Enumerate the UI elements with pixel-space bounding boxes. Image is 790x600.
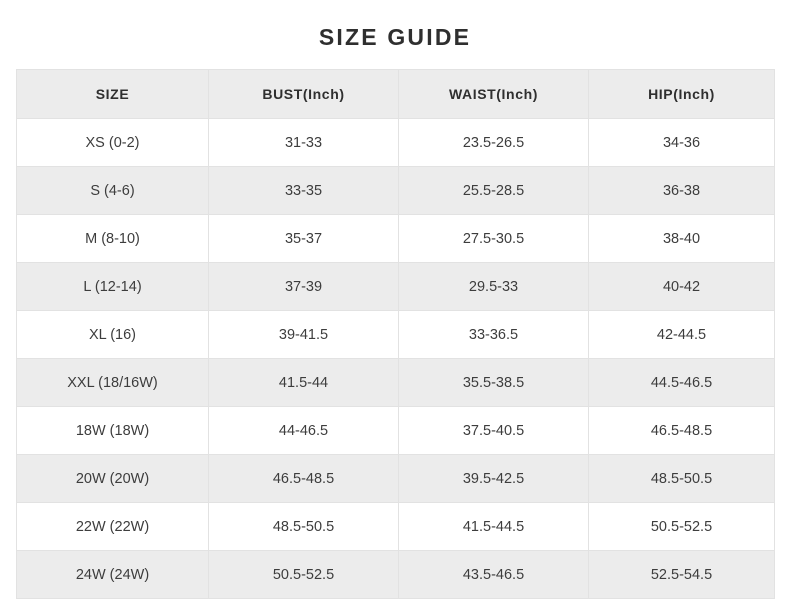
cell-bust: 50.5-52.5 bbox=[209, 551, 399, 599]
cell-waist: 29.5-33 bbox=[399, 263, 589, 311]
cell-hip: 34-36 bbox=[589, 119, 775, 167]
table-row bbox=[17, 455, 775, 503]
cell-hip: 42-44.5 bbox=[589, 311, 775, 359]
table-row bbox=[17, 551, 775, 599]
cell-hip: 36-38 bbox=[589, 167, 775, 215]
table-row bbox=[17, 263, 775, 311]
cell-bust: 44-46.5 bbox=[209, 407, 399, 455]
column-header-hip: HIP(Inch) bbox=[589, 70, 775, 119]
cell-bust: 33-35 bbox=[209, 167, 399, 215]
table-row bbox=[17, 407, 775, 455]
cell-bust: 35-37 bbox=[209, 215, 399, 263]
cell-size: L (12-14) bbox=[17, 263, 209, 311]
cell-size: 22W (22W) bbox=[17, 503, 209, 551]
column-header-bust: BUST(Inch) bbox=[209, 70, 399, 119]
table-body bbox=[17, 119, 775, 599]
cell-hip: 52.5-54.5 bbox=[589, 551, 775, 599]
cell-bust: 41.5-44 bbox=[209, 359, 399, 407]
cell-size: XXL (18/16W) bbox=[17, 359, 209, 407]
cell-waist: 27.5-30.5 bbox=[399, 215, 589, 263]
cell-hip: 48.5-50.5 bbox=[589, 455, 775, 503]
cell-waist: 33-36.5 bbox=[399, 311, 589, 359]
cell-bust: 31-33 bbox=[209, 119, 399, 167]
cell-bust: 37-39 bbox=[209, 263, 399, 311]
table-header bbox=[17, 70, 775, 119]
size-table-container bbox=[0, 69, 790, 599]
column-header-size: SIZE bbox=[17, 70, 209, 119]
table-row bbox=[17, 119, 775, 167]
cell-size: XS (0-2) bbox=[17, 119, 209, 167]
cell-hip: 46.5-48.5 bbox=[589, 407, 775, 455]
table-header-row bbox=[17, 70, 775, 119]
cell-bust: 46.5-48.5 bbox=[209, 455, 399, 503]
table-row bbox=[17, 167, 775, 215]
cell-waist: 39.5-42.5 bbox=[399, 455, 589, 503]
column-header-waist: WAIST(Inch) bbox=[399, 70, 589, 119]
page-title: SIZE GUIDE bbox=[318, 24, 472, 50]
cell-hip: 38-40 bbox=[589, 215, 775, 263]
cell-size: XL (16) bbox=[17, 311, 209, 359]
cell-waist: 23.5-26.5 bbox=[399, 119, 589, 167]
cell-bust: 39-41.5 bbox=[209, 311, 399, 359]
table-row bbox=[17, 503, 775, 551]
cell-size: S (4-6) bbox=[17, 167, 209, 215]
cell-waist: 43.5-46.5 bbox=[399, 551, 589, 599]
cell-waist: 41.5-44.5 bbox=[399, 503, 589, 551]
cell-size: 20W (20W) bbox=[17, 455, 209, 503]
cell-size: 18W (18W) bbox=[17, 407, 209, 455]
cell-size: 24W (24W) bbox=[17, 551, 209, 599]
size-guide-table bbox=[16, 69, 775, 599]
table-row bbox=[17, 215, 775, 263]
cell-waist: 25.5-28.5 bbox=[399, 167, 589, 215]
cell-waist: 37.5-40.5 bbox=[399, 407, 589, 455]
cell-waist: 35.5-38.5 bbox=[399, 359, 589, 407]
cell-hip: 44.5-46.5 bbox=[589, 359, 775, 407]
cell-hip: 50.5-52.5 bbox=[589, 503, 775, 551]
table-row bbox=[17, 311, 775, 359]
cell-bust: 48.5-50.5 bbox=[209, 503, 399, 551]
cell-size: M (8-10) bbox=[17, 215, 209, 263]
table-row bbox=[17, 359, 775, 407]
cell-hip: 40-42 bbox=[589, 263, 775, 311]
